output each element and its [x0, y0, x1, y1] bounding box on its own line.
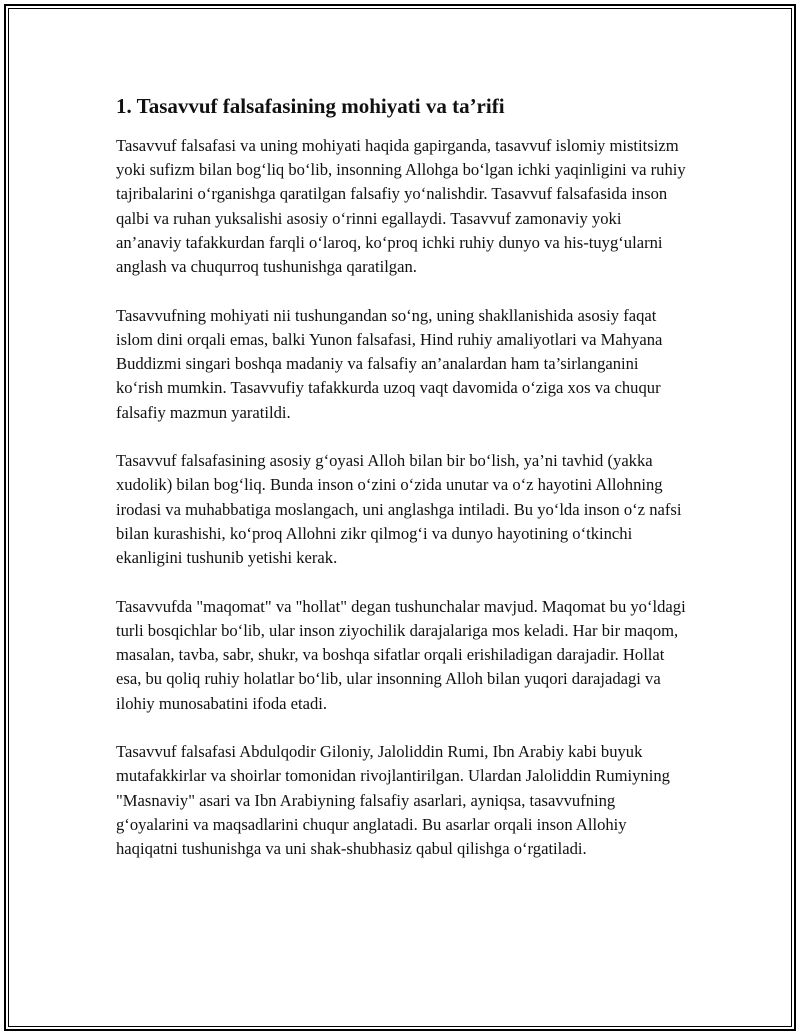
- document-body: [116, 92, 686, 886]
- paragraph-1: Tasavvuf falsafasi va uning mohiyati haqida gapirganda, tasavvuf islomiy mistitsizm yoki sufizm bilan bog‘liq bo‘lib, insonning Allohga bo‘lgan ichki yaqinligini va ruhiy tajribalarini o‘rganishga qaratilgan falsafiy yo‘nalishdir. Tasavvuf falsafasida inson qalbi va ruhan yuksalishi asosiy o‘rinni egallaydi. Tasavvuf zamonaviy yoki an’anaviy tafakkurdan farqli o‘laroq, ko‘proq ichki ruhiy dunyo va his-tuyg‘ularni anglash va chuqurroq tushunishga qaratilgan.: [116, 136, 686, 277]
- paragraph-2: Tasavvufning mohiyati nii tushungandan so‘ng, uning shakllanishida asosiy faqat islom dini orqali emas, balki Yunon falsafasi, Hind ruhiy amaliyotlari va Mahyana Buddizmi singari boshqa madaniy va falsafiy an’analardan ham ta’sirlanganini ko‘rish mumkin. Tasavvufiy tafakkurda uzoq vaqt davomida o‘ziga xos va chuqur falsafiy mazmun yaratildi.: [116, 305, 663, 422]
- section-title: 1. Tasavvuf falsafasining mohiyati va ta’rifi: [116, 94, 505, 118]
- paragraph-5: Tasavvuf falsafasi Abdulqodir Giloniy, Jaloliddin Rumi, Ibn Arabiy kabi buyuk mutafakkirlar va shoirlar tomonidan rivojlantirilgan. Ulardan Jaloliddin Rumiyning "Masnaviy" asari va Ibn Arabiyning falsafiy asarlari, ayniqsa, tasavvufning g‘oyalarini va maqsadlarini chuqur anglatadi. Bu asarlar orqali inson Allohiy haqiqatni tushunishga va uni shak-shubhasiz qabul qilishga o‘rgatiladi.: [116, 742, 670, 859]
- paragraph-4: Tasavvufda "maqomat" va "hollat" degan tushunchalar mavjud. Maqomat bu yo‘ldagi turli bosqichlar bo‘lib, ular inson ziyochilik darajalariga mos keladi. Har bir maqom, masalan, tavba, sabr, shukr, va boshqa sifatlar orqali erishiladigan darajadir. Hollat esa, bu qoliq ruhiy holatlar bo‘lib, ular insonning Alloh bilan yuqori darajadagi va ilohiy munosabatini ifoda etadi.: [116, 596, 686, 713]
- paragraph-3: Tasavvuf falsafasining asosiy g‘oyasi Alloh bilan bir bo‘lish, ya’ni tavhid (yakka xudolik) bilan bog‘liq. Bunda inson o‘zini o‘zida unutar va o‘z hayotini Allohning irodasi va muhabbatiga moslangach, uni anglashga intiladi. Bu yo‘lda inson o‘z nafsi bilan kurashishi, ko‘proq Allohni zikr qilmog‘i va dunyo hayotining o‘tkinchi ekanligini tushunib yetishi kerak.: [116, 451, 682, 568]
